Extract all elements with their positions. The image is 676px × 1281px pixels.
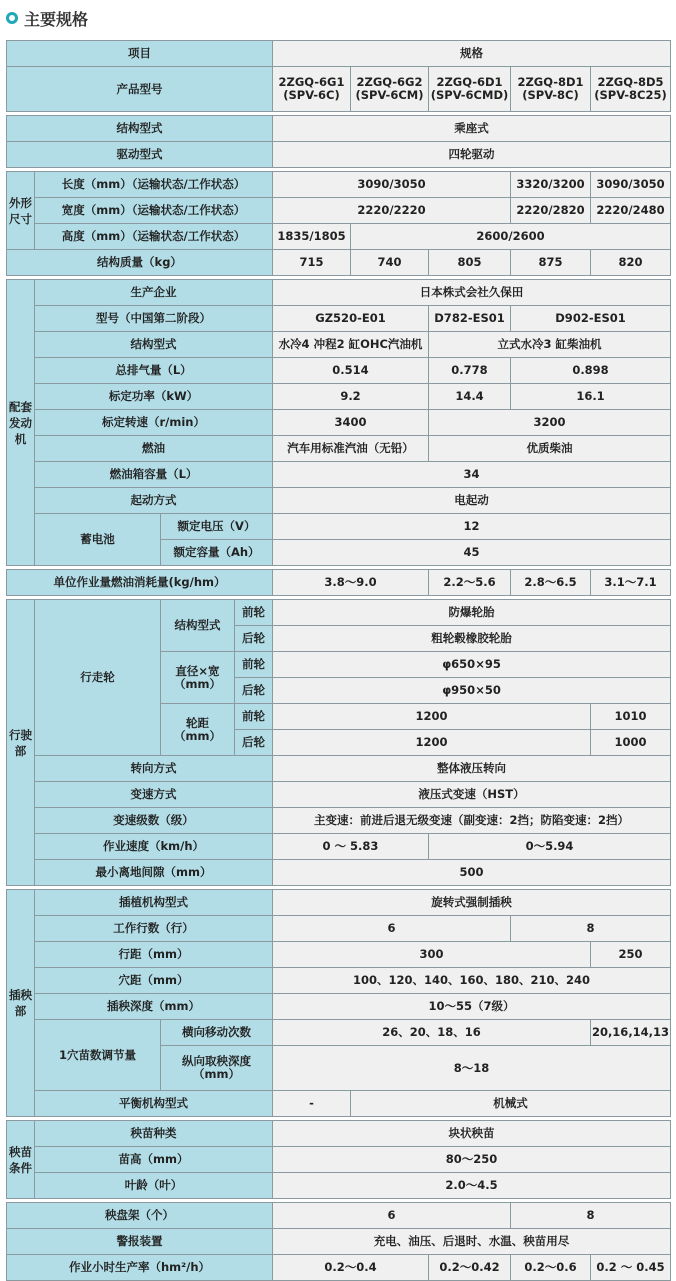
row-label: 平衡机构型式: [35, 1091, 273, 1117]
row-value: 四轮驱动: [273, 142, 671, 168]
row-value: 3.8～9.0: [273, 570, 429, 596]
table-row: [7, 860, 671, 886]
row-value: 旋转式强制插秧: [273, 890, 671, 916]
row-value: 2600/2600: [351, 224, 671, 250]
row-value: 0.898: [511, 358, 671, 384]
row-label: 总排气量（L）: [35, 358, 273, 384]
table-row: [7, 1255, 671, 1281]
group-label-seedling: [7, 1121, 35, 1199]
model-code: 2ZGQ-6G1: [278, 75, 345, 89]
row-value: 水冷4 冲程2 缸OHC汽油机: [273, 332, 429, 358]
row-value: 2220/2820: [511, 198, 591, 224]
row-label: 秧盘架（个）: [7, 1203, 273, 1229]
table-row: [7, 514, 671, 540]
model-cell: [351, 67, 429, 112]
row-label: 长度（mm）（运输状态/工作状态）: [35, 172, 273, 198]
row-value: 0.2 ～ 0.45: [591, 1255, 671, 1281]
row-value: 6: [273, 916, 511, 942]
row-label: 变速级数（级）: [35, 808, 273, 834]
group-label-text: 行驶部: [9, 727, 32, 758]
circle-bullet-icon: [6, 12, 18, 24]
row-value: 2220/2220: [273, 198, 511, 224]
table-row: [7, 280, 671, 306]
row-label: 苗高（mm）: [35, 1147, 273, 1173]
row-label: 最小离地间隙（mm）: [35, 860, 273, 886]
diameter-label-unit: （mm）: [174, 676, 221, 691]
row-label: 标定转速（r/min）: [35, 410, 273, 436]
model-alias: (SPV-6CMD): [430, 88, 509, 102]
row-value: 充电、油压、后退时、水温、秧苗用尽: [273, 1229, 671, 1255]
spec-header: 规格: [273, 41, 671, 67]
row-label: 行距（mm）: [35, 942, 273, 968]
rear-label: 后轮: [235, 678, 273, 704]
group-label-text: 外形尺寸: [9, 195, 32, 226]
model-cell: [273, 67, 351, 112]
row-label: 宽度（mm）（运输状态/工作状态）: [35, 198, 273, 224]
table-row: [7, 1020, 671, 1046]
row-value: 0.514: [273, 358, 429, 384]
row-value: 740: [351, 250, 429, 276]
row-value: D782-ES01: [429, 306, 511, 332]
table-row: [7, 198, 671, 224]
table-row: [7, 808, 671, 834]
row-value: φ950×50: [273, 678, 671, 704]
table-row: [7, 1121, 671, 1147]
diameter-label: [161, 652, 235, 704]
row-value: D902-ES01: [511, 306, 671, 332]
track-label-line: 轮距: [186, 715, 209, 730]
row-value: 0.2～0.42: [429, 1255, 511, 1281]
row-label: 转向方式: [35, 756, 273, 782]
table-row: [7, 834, 671, 860]
wheel-type-label: 结构型式: [161, 600, 235, 652]
row-label: 作业速度（km/h）: [35, 834, 273, 860]
vertical-label-line: 纵向取秧深度: [182, 1054, 251, 1068]
row-value: 10～55（7级）: [273, 994, 671, 1020]
front-label: 前轮: [235, 704, 273, 730]
row-label: 结构质量（kg）: [7, 250, 273, 276]
row-label: 型号（中国第二阶段）: [35, 306, 273, 332]
row-label: 单位作业量燃油消耗量(kg/hm）: [7, 570, 273, 596]
table-row: [7, 1203, 671, 1229]
row-value: 8: [511, 1203, 671, 1229]
group-label-text: 插秧部: [9, 988, 32, 1018]
battery-label: 蓄电池: [35, 514, 161, 566]
row-label: 额定电压（V）: [161, 514, 273, 540]
model-cell: [591, 67, 671, 112]
row-value: 8: [511, 916, 671, 942]
row-value: 2.0～4.5: [273, 1173, 671, 1199]
row-label: [161, 1046, 273, 1091]
table-row: [7, 67, 671, 112]
row-value: 防爆轮胎: [273, 600, 671, 626]
row-label: 秧苗种类: [35, 1121, 273, 1147]
row-label: 工作行数（行）: [35, 916, 273, 942]
row-value: 715: [273, 250, 351, 276]
row-value: 液压式变速（HST）: [273, 782, 671, 808]
row-value: 日本株式会社久保田: [273, 280, 671, 306]
table-row: [7, 142, 671, 168]
row-value: 14.4: [429, 384, 511, 410]
row-value: 2.8～6.5: [511, 570, 591, 596]
row-value: 0～5.94: [429, 834, 671, 860]
row-value: 8～18: [273, 1046, 671, 1091]
model-code: 2ZGQ-8D1: [517, 75, 584, 89]
row-value: 优质柴油: [429, 436, 671, 462]
row-label: 起动方式: [35, 488, 273, 514]
row-value: 16.1: [511, 384, 671, 410]
model-label: 产品型号: [7, 67, 273, 112]
table-row: [7, 41, 671, 67]
table-row: [7, 332, 671, 358]
row-value: 9.2: [273, 384, 429, 410]
row-value: 875: [511, 250, 591, 276]
table-row: [7, 116, 671, 142]
model-code: 2ZGQ-6D1: [436, 75, 503, 89]
model-alias: (SPV-8C25): [594, 88, 667, 102]
table-row: [7, 1091, 671, 1117]
row-value: 整体液压转向: [273, 756, 671, 782]
row-value: 1000: [591, 730, 671, 756]
table-row: [7, 384, 671, 410]
group-label-dims: [7, 172, 35, 250]
group-label-text: 秧苗条件: [9, 1144, 32, 1175]
table-row: [7, 1173, 671, 1199]
table-row: [7, 358, 671, 384]
row-label: 高度（mm）（运输状态/工作状态）: [35, 224, 273, 250]
row-value: 12: [273, 514, 671, 540]
table-row: [7, 224, 671, 250]
row-value: 粗轮毂橡胶轮胎: [273, 626, 671, 652]
group-label-planting: [7, 890, 35, 1117]
row-value: 0 ～ 5.83: [273, 834, 429, 860]
row-value: 3.1～7.1: [591, 570, 671, 596]
row-value: 3320/3200: [511, 172, 591, 198]
row-value: 26、20、18、16: [273, 1020, 591, 1046]
front-label: 前轮: [235, 600, 273, 626]
table-row: [7, 172, 671, 198]
model-code: 2ZGQ-8D5: [597, 75, 664, 89]
row-value: GZ520-E01: [273, 306, 429, 332]
table-row: [7, 600, 671, 626]
table-row: [7, 250, 671, 276]
model-alias: (SPV-6C): [283, 88, 340, 102]
model-code: 2ZGQ-6G2: [356, 75, 423, 89]
diameter-label-line: 直径×宽: [175, 663, 220, 678]
row-value: 块状秧苗: [273, 1121, 671, 1147]
row-label: 警报装置: [7, 1229, 273, 1255]
row-label: 标定功率（kW）: [35, 384, 273, 410]
row-value: 1010: [591, 704, 671, 730]
rear-label: 后轮: [235, 730, 273, 756]
row-label: 插秧深度（mm）: [35, 994, 273, 1020]
row-value: 汽车用标准汽油（无铅）: [273, 436, 429, 462]
row-value: 80～250: [273, 1147, 671, 1173]
row-value: 3400: [273, 410, 429, 436]
row-label: 燃油: [35, 436, 273, 462]
row-value: 34: [273, 462, 671, 488]
row-value: 2220/2480: [591, 198, 671, 224]
table-row: [7, 462, 671, 488]
row-value: 3090/3050: [591, 172, 671, 198]
row-value: 820: [591, 250, 671, 276]
table-row: [7, 942, 671, 968]
table-row: [7, 916, 671, 942]
row-value: 45: [273, 540, 671, 566]
vertical-label-unit: （mm）: [193, 1067, 240, 1081]
row-value: 3090/3050: [273, 172, 511, 198]
row-value: 0.778: [429, 358, 511, 384]
model-cell: [429, 67, 511, 112]
adjust-label: 1穴苗数调节量: [35, 1020, 161, 1091]
model-alias: (SPV-6CM): [355, 88, 424, 102]
table-row: [7, 306, 671, 332]
row-value: 6: [273, 1203, 511, 1229]
row-label: 叶龄（叶）: [35, 1173, 273, 1199]
group-label-text: 配套发动机: [9, 399, 32, 446]
row-value: 805: [429, 250, 511, 276]
row-value: 乘座式: [273, 116, 671, 142]
row-value: 100、120、140、160、180、210、240: [273, 968, 671, 994]
model-cell: [511, 67, 591, 112]
row-value: 1200: [273, 704, 591, 730]
row-value: 300: [273, 942, 591, 968]
table-row: [7, 994, 671, 1020]
row-value: 3200: [429, 410, 671, 436]
table-row: [7, 488, 671, 514]
row-label: 变速方式: [35, 782, 273, 808]
rear-label: 后轮: [235, 626, 273, 652]
row-value: -: [273, 1091, 351, 1117]
row-label: 穴距（mm）: [35, 968, 273, 994]
row-value: 1835/1805: [273, 224, 351, 250]
row-label: 结构型式: [7, 116, 273, 142]
front-label: 前轮: [235, 652, 273, 678]
row-label: 作业小时生产率（hm²/h）: [7, 1255, 273, 1281]
row-label: 额定容量（Ah）: [161, 540, 273, 566]
table-row: [7, 1147, 671, 1173]
row-value: 0.2～0.6: [511, 1255, 591, 1281]
table-row: [7, 782, 671, 808]
row-label: 驱动型式: [7, 142, 273, 168]
page-title: 主要规格: [24, 9, 89, 29]
item-header: 项目: [7, 41, 273, 67]
row-value: 0.2～0.4: [273, 1255, 429, 1281]
group-label-engine: [7, 280, 35, 566]
row-label: 插植机构型式: [35, 890, 273, 916]
row-label: 横向移动次数: [161, 1020, 273, 1046]
group-label-drive: [7, 600, 35, 886]
row-label: 结构型式: [35, 332, 273, 358]
row-value: 20,16,14,13: [591, 1020, 671, 1046]
table-row: [7, 968, 671, 994]
row-value: 电起动: [273, 488, 671, 514]
model-alias: (SPV-8C): [522, 88, 579, 102]
row-value: 1200: [273, 730, 591, 756]
track-label: [161, 704, 235, 756]
row-label: 生产企业: [35, 280, 273, 306]
table-row: [7, 436, 671, 462]
row-value: 主变速：前进后退无级变速（副变速：2挡；防陷变速：2挡）: [273, 808, 671, 834]
table-row: [7, 890, 671, 916]
row-value: φ650×95: [273, 652, 671, 678]
section-header: [0, 0, 676, 36]
table-row: [7, 570, 671, 596]
track-label-unit: （mm）: [174, 728, 221, 743]
row-value: 机械式: [351, 1091, 671, 1117]
table-row: [7, 756, 671, 782]
spec-table: [6, 40, 671, 1281]
row-value: 2.2～5.6: [429, 570, 511, 596]
row-label: 燃油箱容量（L）: [35, 462, 273, 488]
table-row: [7, 410, 671, 436]
table-row: [7, 1229, 671, 1255]
wheel-label: 行走轮: [35, 600, 161, 756]
row-value: 500: [273, 860, 671, 886]
row-value: 250: [591, 942, 671, 968]
row-value: 立式水冷3 缸柴油机: [429, 332, 671, 358]
